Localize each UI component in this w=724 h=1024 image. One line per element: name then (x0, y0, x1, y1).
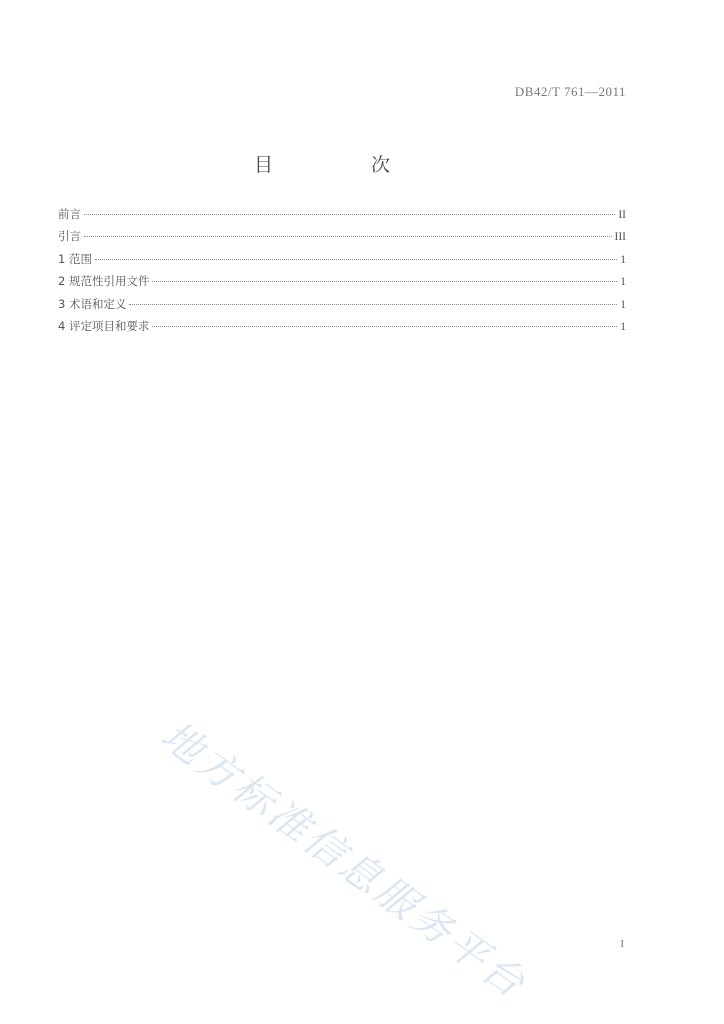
toc-item-page: 1 (620, 253, 626, 266)
toc-leader-dots (152, 326, 617, 327)
toc-item-page: III (614, 231, 626, 244)
toc-leader-dots (129, 304, 617, 305)
toc-title: 目 次 (253, 154, 437, 176)
table-of-contents (58, 206, 626, 340)
watermark: 地方标准信息服务平台 (152, 712, 536, 1009)
page-number: I (620, 938, 624, 950)
toc-item-label: 3 术语和定义 (58, 296, 127, 311)
toc-item-label: 前言 (58, 207, 81, 221)
toc-item-scope[interactable] (58, 251, 626, 273)
toc-item-page: II (618, 209, 626, 221)
toc-item-page: 1 (620, 298, 626, 311)
toc-item-normative-references[interactable] (58, 273, 626, 295)
toc-leader-dots (152, 281, 617, 282)
toc-item-label: 引言 (58, 229, 81, 244)
toc-item-page: 1 (620, 320, 626, 333)
toc-item-terms-definitions[interactable] (58, 296, 626, 318)
toc-leader-dots (84, 214, 615, 215)
toc-item-label: 4 评定项目和要求 (58, 318, 150, 333)
toc-leader-dots (84, 236, 612, 237)
toc-item-page: 1 (620, 276, 626, 289)
standard-code: DB42/T 761—2011 (514, 84, 626, 99)
toc-item-label: 2 规范性引用文件 (58, 274, 150, 289)
toc-leader-dots (95, 259, 617, 260)
toc-item-evaluation-items[interactable] (58, 318, 626, 340)
toc-item-foreword[interactable] (58, 206, 626, 228)
toc-item-introduction[interactable] (58, 228, 626, 250)
toc-item-label: 1 范围 (58, 251, 92, 266)
